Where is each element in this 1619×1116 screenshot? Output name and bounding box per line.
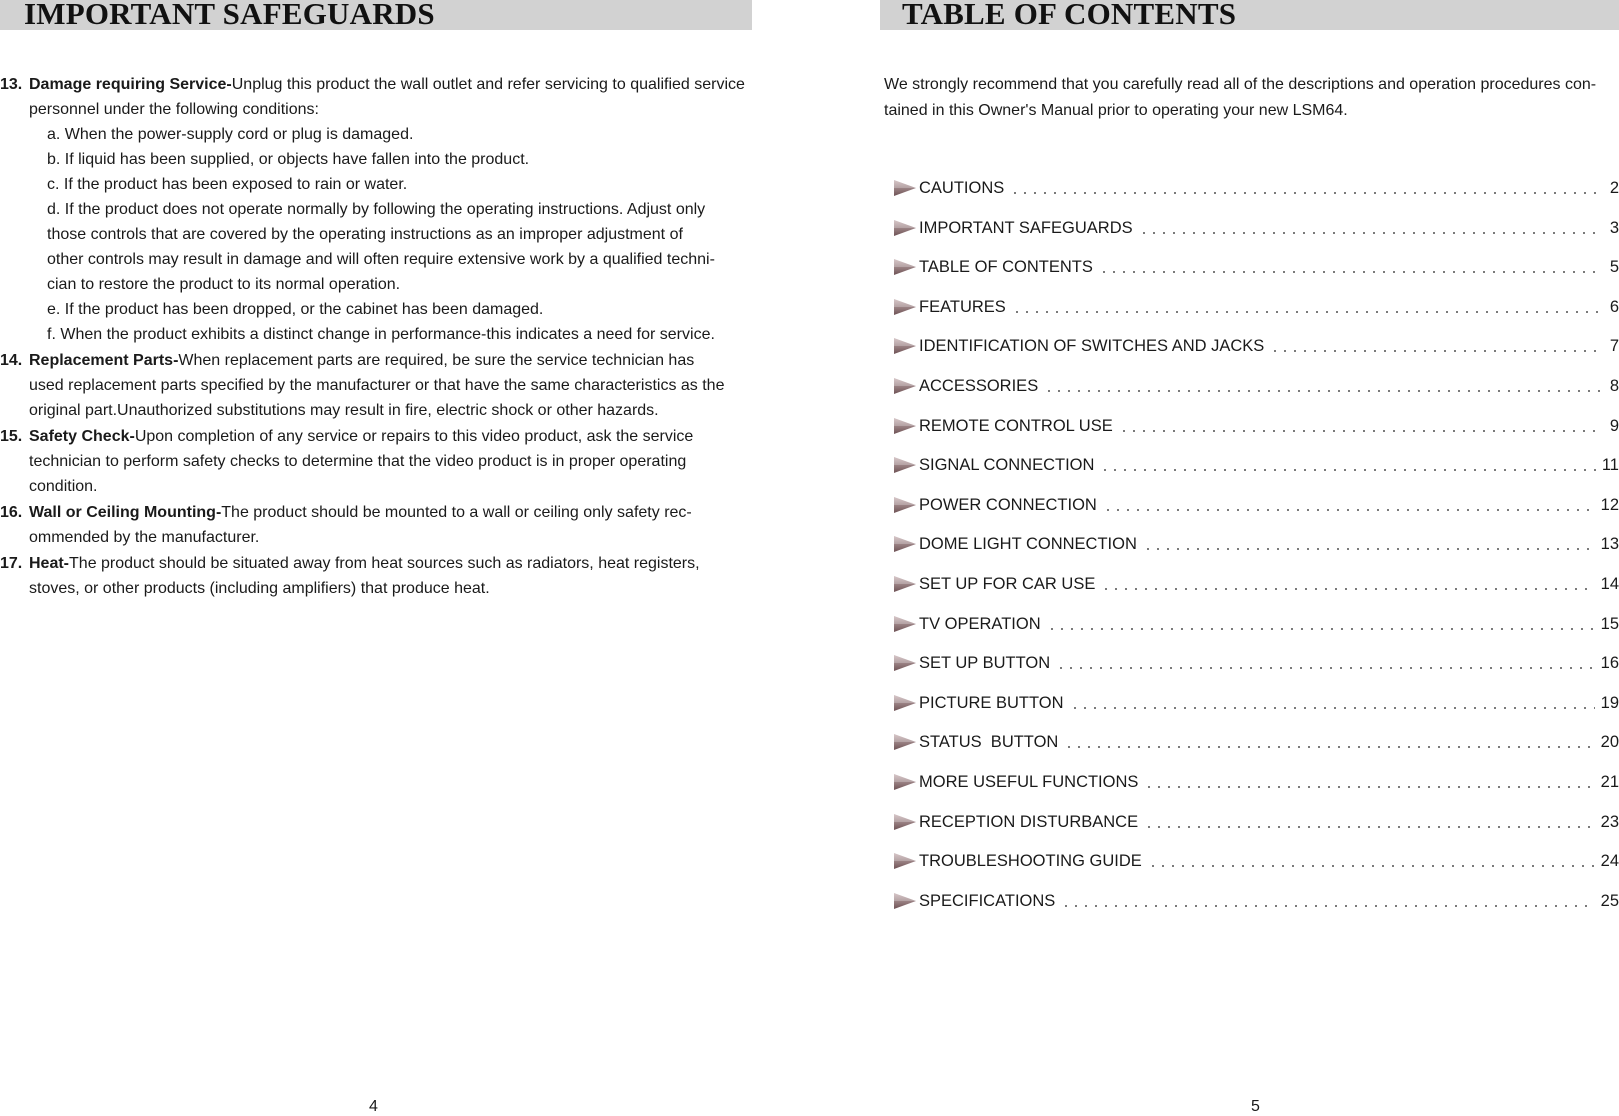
toc-page-number: 20 (1600, 733, 1619, 752)
toc-leader-dots (1143, 529, 1595, 551)
item-heading: Wall or Ceiling Mounting- (29, 504, 222, 521)
toc-leader-dots (1099, 252, 1601, 274)
toc-entry[interactable] (892, 890, 1619, 930)
toc-label: SIGNAL CONNECTION (919, 456, 1095, 475)
triangle-arrow-icon (892, 653, 918, 673)
safeguards-list (0, 72, 750, 601)
intro-paragraph: We strongly recommend that you carefully read all of the descriptions and operation procedures con-tained in this Owner's Manual prior to operating your new LSM64. (884, 76, 1597, 119)
toc-leader-dots (1119, 411, 1601, 433)
toc-page-number: 16 (1600, 654, 1619, 673)
triangle-arrow-icon (892, 218, 918, 238)
item-text: Unplug this product the wall outlet and refer servicing to qualified service personnel under the following conditions: (29, 76, 745, 118)
toc-page-number: 21 (1600, 772, 1619, 791)
triangle-arrow-icon (892, 336, 918, 356)
toc-leader-dots (1100, 450, 1595, 472)
left-page (0, 0, 770, 1114)
toc-leader-dots (1056, 648, 1595, 670)
toc-label: SET UP BUTTON (919, 654, 1051, 673)
item-text: The product should be situated away from heat sources such as radiators, heat registers, stoves, or other products (including amplifiers) that produce heat. (29, 555, 700, 597)
toc-label: REMOTE CONTROL USE (919, 416, 1113, 435)
right-page (880, 0, 1619, 1114)
toc-label: MORE USEFUL FUNCTIONS (919, 772, 1139, 791)
toc-leader-dots (1144, 767, 1594, 789)
section-header-bar (880, 0, 1619, 30)
toc-leader-dots (1270, 331, 1601, 353)
section-header-bar (0, 0, 752, 30)
toc-page-number: 15 (1600, 614, 1619, 633)
triangle-arrow-icon (892, 772, 918, 792)
item-text: Upon completion of any service or repairs to this video product, ask the service technician to perform safety checks to determine that the video product is in proper operating condition. (29, 428, 694, 495)
triangle-arrow-icon (892, 297, 918, 317)
sub-item: c. If the product has been exposed to rain or water. (47, 176, 408, 193)
toc-entry[interactable] (892, 811, 1619, 851)
safeguard-item (0, 72, 750, 347)
triangle-arrow-icon (892, 257, 918, 277)
toc-page-number: 25 (1600, 891, 1619, 910)
triangle-arrow-icon (892, 812, 918, 832)
toc-label: TV OPERATION (919, 614, 1041, 633)
toc-leader-dots (1061, 886, 1594, 908)
item-heading: Damage requiring Service- (29, 76, 232, 93)
toc-entry[interactable] (892, 296, 1619, 336)
toc-page-number: 7 (1609, 337, 1619, 356)
toc-entry[interactable] (892, 256, 1619, 296)
toc-label: RECEPTION DISTURBANCE (919, 812, 1139, 831)
toc-page-number: 9 (1609, 416, 1619, 435)
toc-page-number: 13 (1600, 535, 1619, 554)
sub-item: e. If the product has been dropped, or the cabinet has been damaged. (47, 301, 544, 318)
toc-page-number: 6 (1609, 297, 1619, 316)
toc-page-number: 3 (1609, 218, 1619, 237)
toc-leader-dots (1101, 569, 1594, 591)
toc-leader-dots (1010, 173, 1601, 195)
toc-page-number: 2 (1609, 179, 1619, 197)
page-number: 4 (369, 1098, 378, 1115)
item-number: 17. (0, 555, 23, 572)
triangle-arrow-icon (892, 732, 918, 752)
item-number: 13. (0, 76, 23, 93)
toc-label: DOME LIGHT CONNECTION (919, 535, 1137, 554)
toc-label: PICTURE BUTTON (919, 693, 1064, 712)
toc-page-number: 12 (1600, 495, 1619, 514)
toc-page-number: 11 (1601, 456, 1619, 475)
section-title: TABLE OF CONTENTS (902, 0, 1237, 31)
toc-label: ACCESSORIES (919, 376, 1039, 395)
toc-entry[interactable] (892, 375, 1619, 415)
triangle-arrow-icon (892, 416, 918, 436)
toc-page-number: 5 (1609, 258, 1619, 277)
toc-entry[interactable] (892, 692, 1619, 732)
safeguard-item (0, 348, 729, 423)
toc-entry[interactable] (892, 494, 1619, 534)
toc-entry[interactable] (892, 454, 1619, 494)
toc-label: IDENTIFICATION OF SWITCHES AND JACKS (919, 337, 1265, 356)
item-text: When replacement parts are required, be sure the service technician has used replacement parts specified by the manufacturer or that have the same characteristics as the original part.Unauthorized substitutions may result in fire, electric shock or other hazards. (29, 352, 725, 419)
item-text: The product should be mounted to a wall or ceiling only safety rec-ommended by the manufacturer. (29, 504, 692, 546)
triangle-arrow-icon (892, 891, 918, 911)
triangle-arrow-icon (892, 851, 918, 871)
triangle-arrow-icon (892, 455, 918, 475)
item-number: 16. (0, 504, 23, 521)
item-heading: Heat- (29, 555, 70, 572)
item-heading: Safety Check- (29, 428, 135, 445)
safeguard-item (0, 551, 729, 601)
safeguard-item (0, 424, 709, 499)
triangle-arrow-icon (892, 178, 918, 198)
safeguard-item (0, 500, 719, 550)
sub-item: b. If liquid has been supplied, or objects have fallen into the product. (47, 151, 530, 168)
toc-page-number: 24 (1600, 852, 1619, 871)
toc-entry[interactable] (892, 217, 1619, 257)
toc-entry[interactable] (892, 850, 1619, 890)
sub-item: a. When the power-supply cord or plug is damaged. (47, 126, 414, 143)
sub-item: f. When the product exhibits a distinct change in performance-this indicates a need for service. (47, 326, 715, 343)
toc-leader-dots (1047, 609, 1595, 631)
sub-item: d. If the product does not operate normally by following the operating instructions. Adjust only those controls that are covered by the operating instructions as an improper adjustment of other controls may result in damage and will often require extensive work by a qualified techni-cian to restore the product to its normal operation. (47, 201, 715, 293)
section-title: IMPORTANT SAFEGUARDS (24, 0, 435, 31)
toc-entry[interactable] (892, 731, 1619, 771)
triangle-arrow-icon (892, 574, 918, 594)
toc-leader-dots (1139, 213, 1601, 235)
toc-leader-dots (1012, 292, 1601, 314)
toc-page-number: 14 (1600, 574, 1619, 593)
page-number: 5 (1251, 1098, 1260, 1115)
item-number: 15. (0, 428, 23, 445)
toc-label: SPECIFICATIONS (919, 891, 1056, 910)
item-number: 14. (0, 352, 23, 369)
toc-label: TABLE OF CONTENTS (919, 258, 1093, 277)
toc-entry[interactable] (892, 335, 1619, 375)
toc-label: CAUTIONS (919, 179, 1005, 197)
toc-page-number: 23 (1600, 812, 1619, 831)
triangle-arrow-icon (892, 534, 918, 554)
toc-entry[interactable] (892, 533, 1619, 573)
toc-entry[interactable] (892, 613, 1619, 653)
triangle-arrow-icon (892, 693, 918, 713)
toc-entry[interactable] (892, 771, 1619, 811)
toc-label: SET UP FOR CAR USE (919, 574, 1096, 593)
toc-page-number: 19 (1600, 693, 1619, 712)
toc-leader-dots (1064, 727, 1594, 749)
toc-label: IMPORTANT SAFEGUARDS (919, 218, 1133, 237)
toc-leader-dots (1103, 490, 1595, 512)
toc-entry[interactable] (892, 573, 1619, 613)
toc-label: POWER CONNECTION (919, 495, 1097, 514)
toc-entry[interactable] (892, 652, 1619, 692)
triangle-arrow-icon (892, 614, 918, 634)
triangle-arrow-icon (892, 495, 918, 515)
toc-entry[interactable] (892, 415, 1619, 455)
toc-leader-dots (1144, 807, 1595, 829)
toc-leader-dots (1148, 846, 1595, 868)
toc-page-number: 8 (1609, 376, 1619, 395)
toc-label: STATUS BUTTON (919, 733, 1059, 752)
item-heading: Replacement Parts- (29, 352, 179, 369)
table-of-contents (892, 177, 1619, 929)
toc-label: TROUBLESHOOTING GUIDE (919, 852, 1142, 871)
toc-leader-dots (1044, 371, 1601, 393)
toc-leader-dots (1070, 688, 1595, 710)
toc-entry[interactable] (892, 177, 1619, 217)
toc-label: FEATURES (919, 297, 1006, 316)
triangle-arrow-icon (892, 376, 918, 396)
